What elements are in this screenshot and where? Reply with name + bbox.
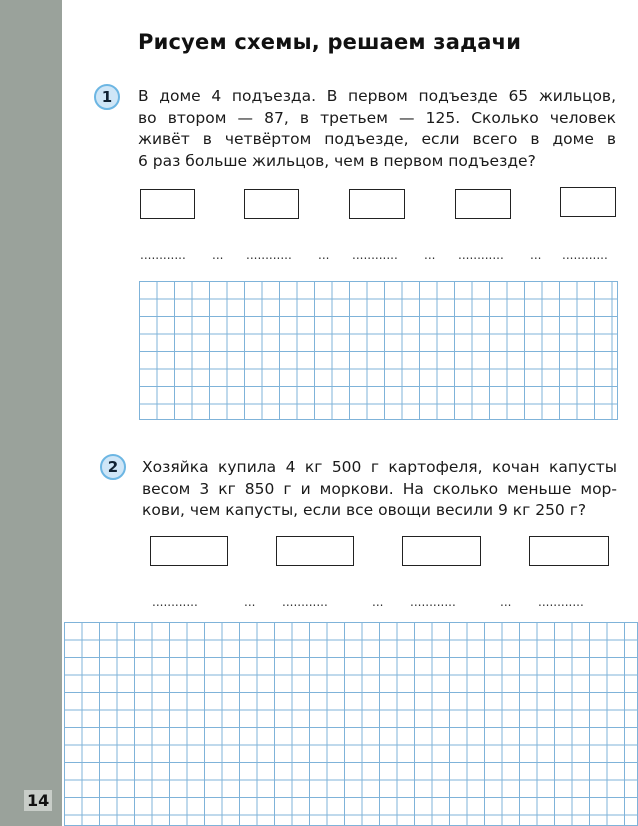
task-1-line: 6 раз больше жильцов, чем в первом подъезде? (138, 151, 536, 170)
task-1-answer-box[interactable] (244, 189, 299, 219)
task-1-answer-box[interactable] (349, 189, 405, 219)
task-1-blank[interactable]: ............ (140, 248, 186, 262)
page-margin-strip (0, 0, 62, 826)
task-2-blank[interactable]: ... (500, 595, 512, 609)
task-2-text (142, 457, 617, 522)
task-1-line: во втором — 87, в третьем — 125. Сколько человек (138, 108, 616, 127)
task-2-blank[interactable]: ............ (410, 595, 456, 609)
task-2-blank[interactable]: ............ (538, 595, 584, 609)
task-1-blank[interactable]: ............ (458, 248, 504, 262)
task-1-blank[interactable]: ... (212, 248, 224, 262)
task-1-line: живёт в четвёртом подъезде, если всего в доме в (138, 130, 616, 148)
task-2-grid[interactable] (64, 622, 638, 826)
task-1-grid[interactable] (139, 281, 618, 420)
task-2-answer-box[interactable] (276, 536, 354, 566)
task-1-answer-box[interactable] (560, 187, 616, 217)
task-1-blank[interactable]: ............ (562, 248, 608, 262)
task-2-blank[interactable]: ............ (282, 595, 328, 609)
task-1-number-badge: 1 (94, 84, 120, 110)
task-2-answer-box[interactable] (402, 536, 481, 566)
task-2-answer-box[interactable] (150, 536, 228, 566)
task-2-blank[interactable]: ... (244, 595, 256, 609)
page-title: Рисуем схемы, решаем задачи (138, 30, 522, 54)
task-1-answer-box[interactable] (455, 189, 511, 219)
task-2-blank[interactable]: ... (372, 595, 384, 609)
task-2-line: весом 3 кг 850 г и моркови. На сколько меньше мор- (142, 479, 617, 498)
task-2-number-badge: 2 (100, 454, 126, 480)
task-1-answer-box[interactable] (140, 189, 195, 219)
task-1-blank[interactable]: ... (424, 248, 436, 262)
page-number: 14 (24, 790, 52, 811)
task-2-line: Хозяйка купила 4 кг 500 г картофеля, кочан капусты (142, 458, 617, 476)
task-2-answer-box[interactable] (529, 536, 609, 566)
task-1-blank[interactable]: ............ (352, 248, 398, 262)
task-2-blank[interactable]: ............ (152, 595, 198, 609)
task-1-text (138, 86, 616, 172)
task-1-blank[interactable]: ............ (246, 248, 292, 262)
task-1-blank[interactable]: ... (318, 248, 330, 262)
task-1-line: В доме 4 подъезда. В первом подъезде 65 жильцов, (138, 87, 616, 105)
task-1-blank[interactable]: ... (530, 248, 542, 262)
task-2-line: кови, чем капусты, если все овощи весили 9 кг 250 г? (142, 501, 587, 519)
